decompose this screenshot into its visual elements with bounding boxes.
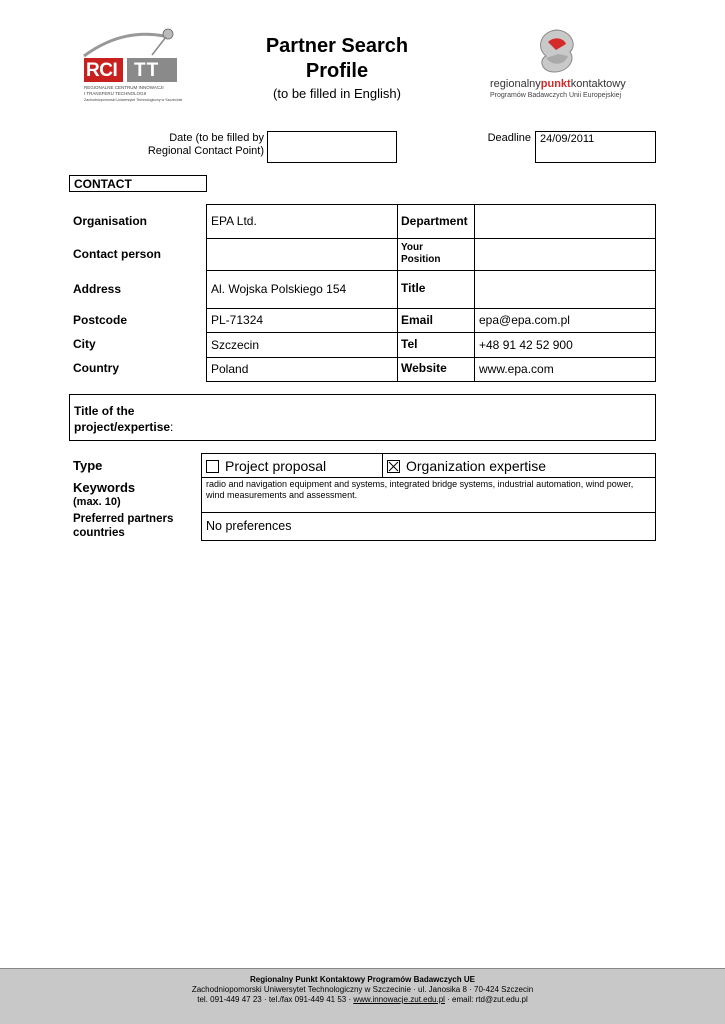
type-label: Type [73, 458, 103, 473]
date-label-line2: Regional Contact Point) [147, 145, 264, 157]
preferred-label-line2: countries [73, 527, 125, 539]
logo-mark-rci: RCI [86, 60, 118, 81]
rcitt-logo [82, 22, 192, 110]
page-title-line2: Profile [305, 60, 369, 82]
city-label: City [73, 337, 96, 351]
footer-address: Zachodniopomorski Uniwersytet Technologiczny w Szczecinie · ul. Janosika 8 · 70-424 Szczecin [191, 985, 534, 994]
project-title-box[interactable] [69, 394, 656, 441]
address-field[interactable]: Al. Wojska Polskiego 154 [211, 282, 347, 296]
date-field[interactable] [267, 131, 397, 163]
rpk-logo-word1: regionalny [490, 78, 541, 90]
project-title-label [74, 403, 173, 435]
keywords-field[interactable]: radio and navigation equipment and systems, integrated bridge systems, industrial automation, wind power, wind measurements and assessment. [206, 479, 634, 500]
logo-text-line1: REGIONALNE CENTRUM INNOWACJI [84, 85, 164, 90]
type-option2-label: Organization expertise [406, 458, 547, 474]
department-label: Department [401, 214, 468, 228]
footer-phone: tel. 091-449 47 23 · tel./fax 091-449 41 53 · [197, 995, 354, 1004]
tel-label: Tel [401, 337, 418, 351]
type-option-organization-expertise[interactable] [387, 458, 546, 474]
project-title-label-line1: Title of the [74, 404, 135, 418]
type-option1-label: Project proposal [225, 458, 327, 474]
checkbox-unchecked-icon[interactable] [206, 460, 219, 473]
logo-text-line2: I TRANSFERU TECHNOLOGII [84, 91, 147, 96]
department-field[interactable] [479, 214, 651, 230]
your-position-label [401, 242, 440, 266]
tel-field[interactable]: +48 91 42 52 900 [479, 338, 573, 352]
email-field[interactable]: epa@epa.com.pl [479, 313, 570, 327]
title-block [230, 34, 444, 103]
your-position-field[interactable] [479, 247, 651, 263]
rpk-logo-text [490, 78, 626, 90]
title-label: Title [401, 281, 426, 295]
deadline-field[interactable]: 24/09/2011 [535, 131, 656, 163]
preferred-label [73, 512, 173, 540]
organisation-label: Organisation [73, 214, 148, 228]
your-position-label-line1: Your [401, 242, 424, 253]
email-label: Email [401, 313, 434, 327]
your-position-label-line2: Position [401, 254, 441, 265]
preferred-field[interactable]: No preferences [206, 519, 292, 533]
logo-mark-tt: TT [134, 60, 160, 81]
checkbox-checked-icon[interactable] [387, 460, 400, 473]
keywords-sublabel: (max. 10) [73, 496, 121, 508]
type-option-project-proposal[interactable] [206, 458, 326, 474]
footer [0, 968, 725, 1024]
footer-contact [0, 995, 725, 1005]
keywords-label: Keywords [73, 480, 136, 495]
website-label: Website [401, 361, 447, 375]
organisation-field[interactable]: EPA Ltd. [211, 214, 257, 228]
website-field[interactable]: www.epa.com [479, 362, 554, 376]
address-label: Address [73, 282, 122, 296]
logo-text-line3: Zachodniopomorski Uniwersytet Technologiczny w Szczecinie [84, 98, 183, 102]
postcode-label: Postcode [73, 313, 128, 327]
footer-title: Regionalny Punkt Kontaktowy Programów Badawczych UE [250, 975, 475, 984]
footer-website-link[interactable]: www.innowacje.zut.edu.pl [353, 995, 445, 1004]
page-title: Partner Search [265, 35, 409, 57]
country-label: Country [73, 361, 119, 375]
date-label-line1: Date (to be filled by [169, 132, 264, 144]
deadline-label: Deadline [487, 132, 531, 144]
footer-email: · email: rtd@zut.edu.pl [444, 995, 528, 1004]
page-subtitle: (to be filled in English) [273, 86, 401, 101]
project-title-colon: : [170, 420, 174, 434]
postcode-field[interactable]: PL-71324 [211, 313, 264, 327]
rpk-logo [486, 26, 636, 108]
preferred-label-line1: Preferred partners [73, 513, 174, 525]
date-label [140, 132, 264, 158]
contact-heading: CONTACT [69, 175, 207, 192]
city-field[interactable]: Szczecin [211, 338, 260, 352]
title-field[interactable] [479, 282, 651, 298]
contact-person-field[interactable] [211, 247, 393, 263]
project-title-label-line2: project/expertise [74, 420, 171, 434]
contact-person-label: Contact person [73, 247, 162, 261]
rpk-logo-word2: punkt [540, 78, 571, 90]
country-field[interactable]: Poland [211, 362, 249, 376]
rpk-logo-subtext: Programów Badawczych Unii Europejskiej [490, 92, 622, 99]
rpk-logo-emblem [530, 26, 582, 76]
rpk-logo-word3: kontaktowy [570, 78, 626, 90]
